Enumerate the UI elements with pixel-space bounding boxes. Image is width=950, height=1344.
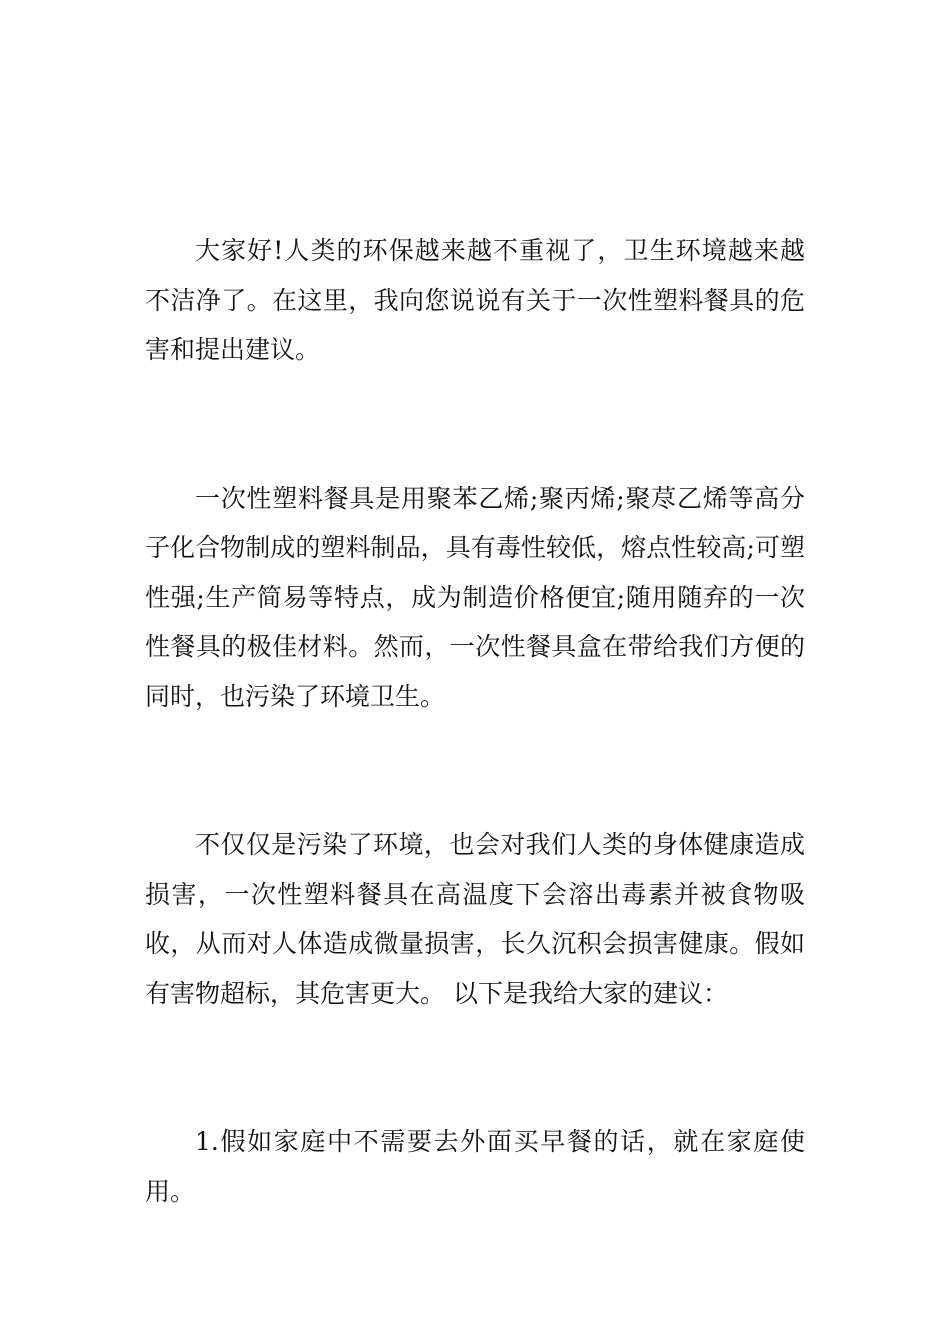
paragraph-materials: 一次性塑料餐具是用聚苯乙烯;聚丙烯;聚荩乙烯等高分子化合物制成的塑料制品，具有毒性较低，熔点性较高;可塑性强;生产简易等特点，成为制造价格便宜;随用随弃的一次性餐具的极佳材料。然而，一次性餐具盒在带给我们方便的同时，也污染了环境卫生。 bbox=[145, 483, 805, 711]
paragraph-greeting: 大家好!人类的环保越来越不重视了，卫生环境越来越不洁净了。在这里，我向您说说有关于一次性塑料餐具的危害和提出建议。 bbox=[145, 236, 805, 364]
document-body bbox=[145, 226, 805, 1216]
paragraph-suggestion-1: 1.假如家庭中不需要去外面买早餐的话，就在家庭使用。 bbox=[145, 1127, 805, 1206]
paragraph-health-harm: 不仅仅是污染了环境，也会对我们人类的身体健康造成损害，一次性塑料餐具在高温度下会溶出毒素并被食物吸收，从而对人体造成微量损害，长久沉积会损害健康。假如有害物超标，其危害更大。 以下是我给大家的建议： bbox=[145, 830, 805, 1008]
